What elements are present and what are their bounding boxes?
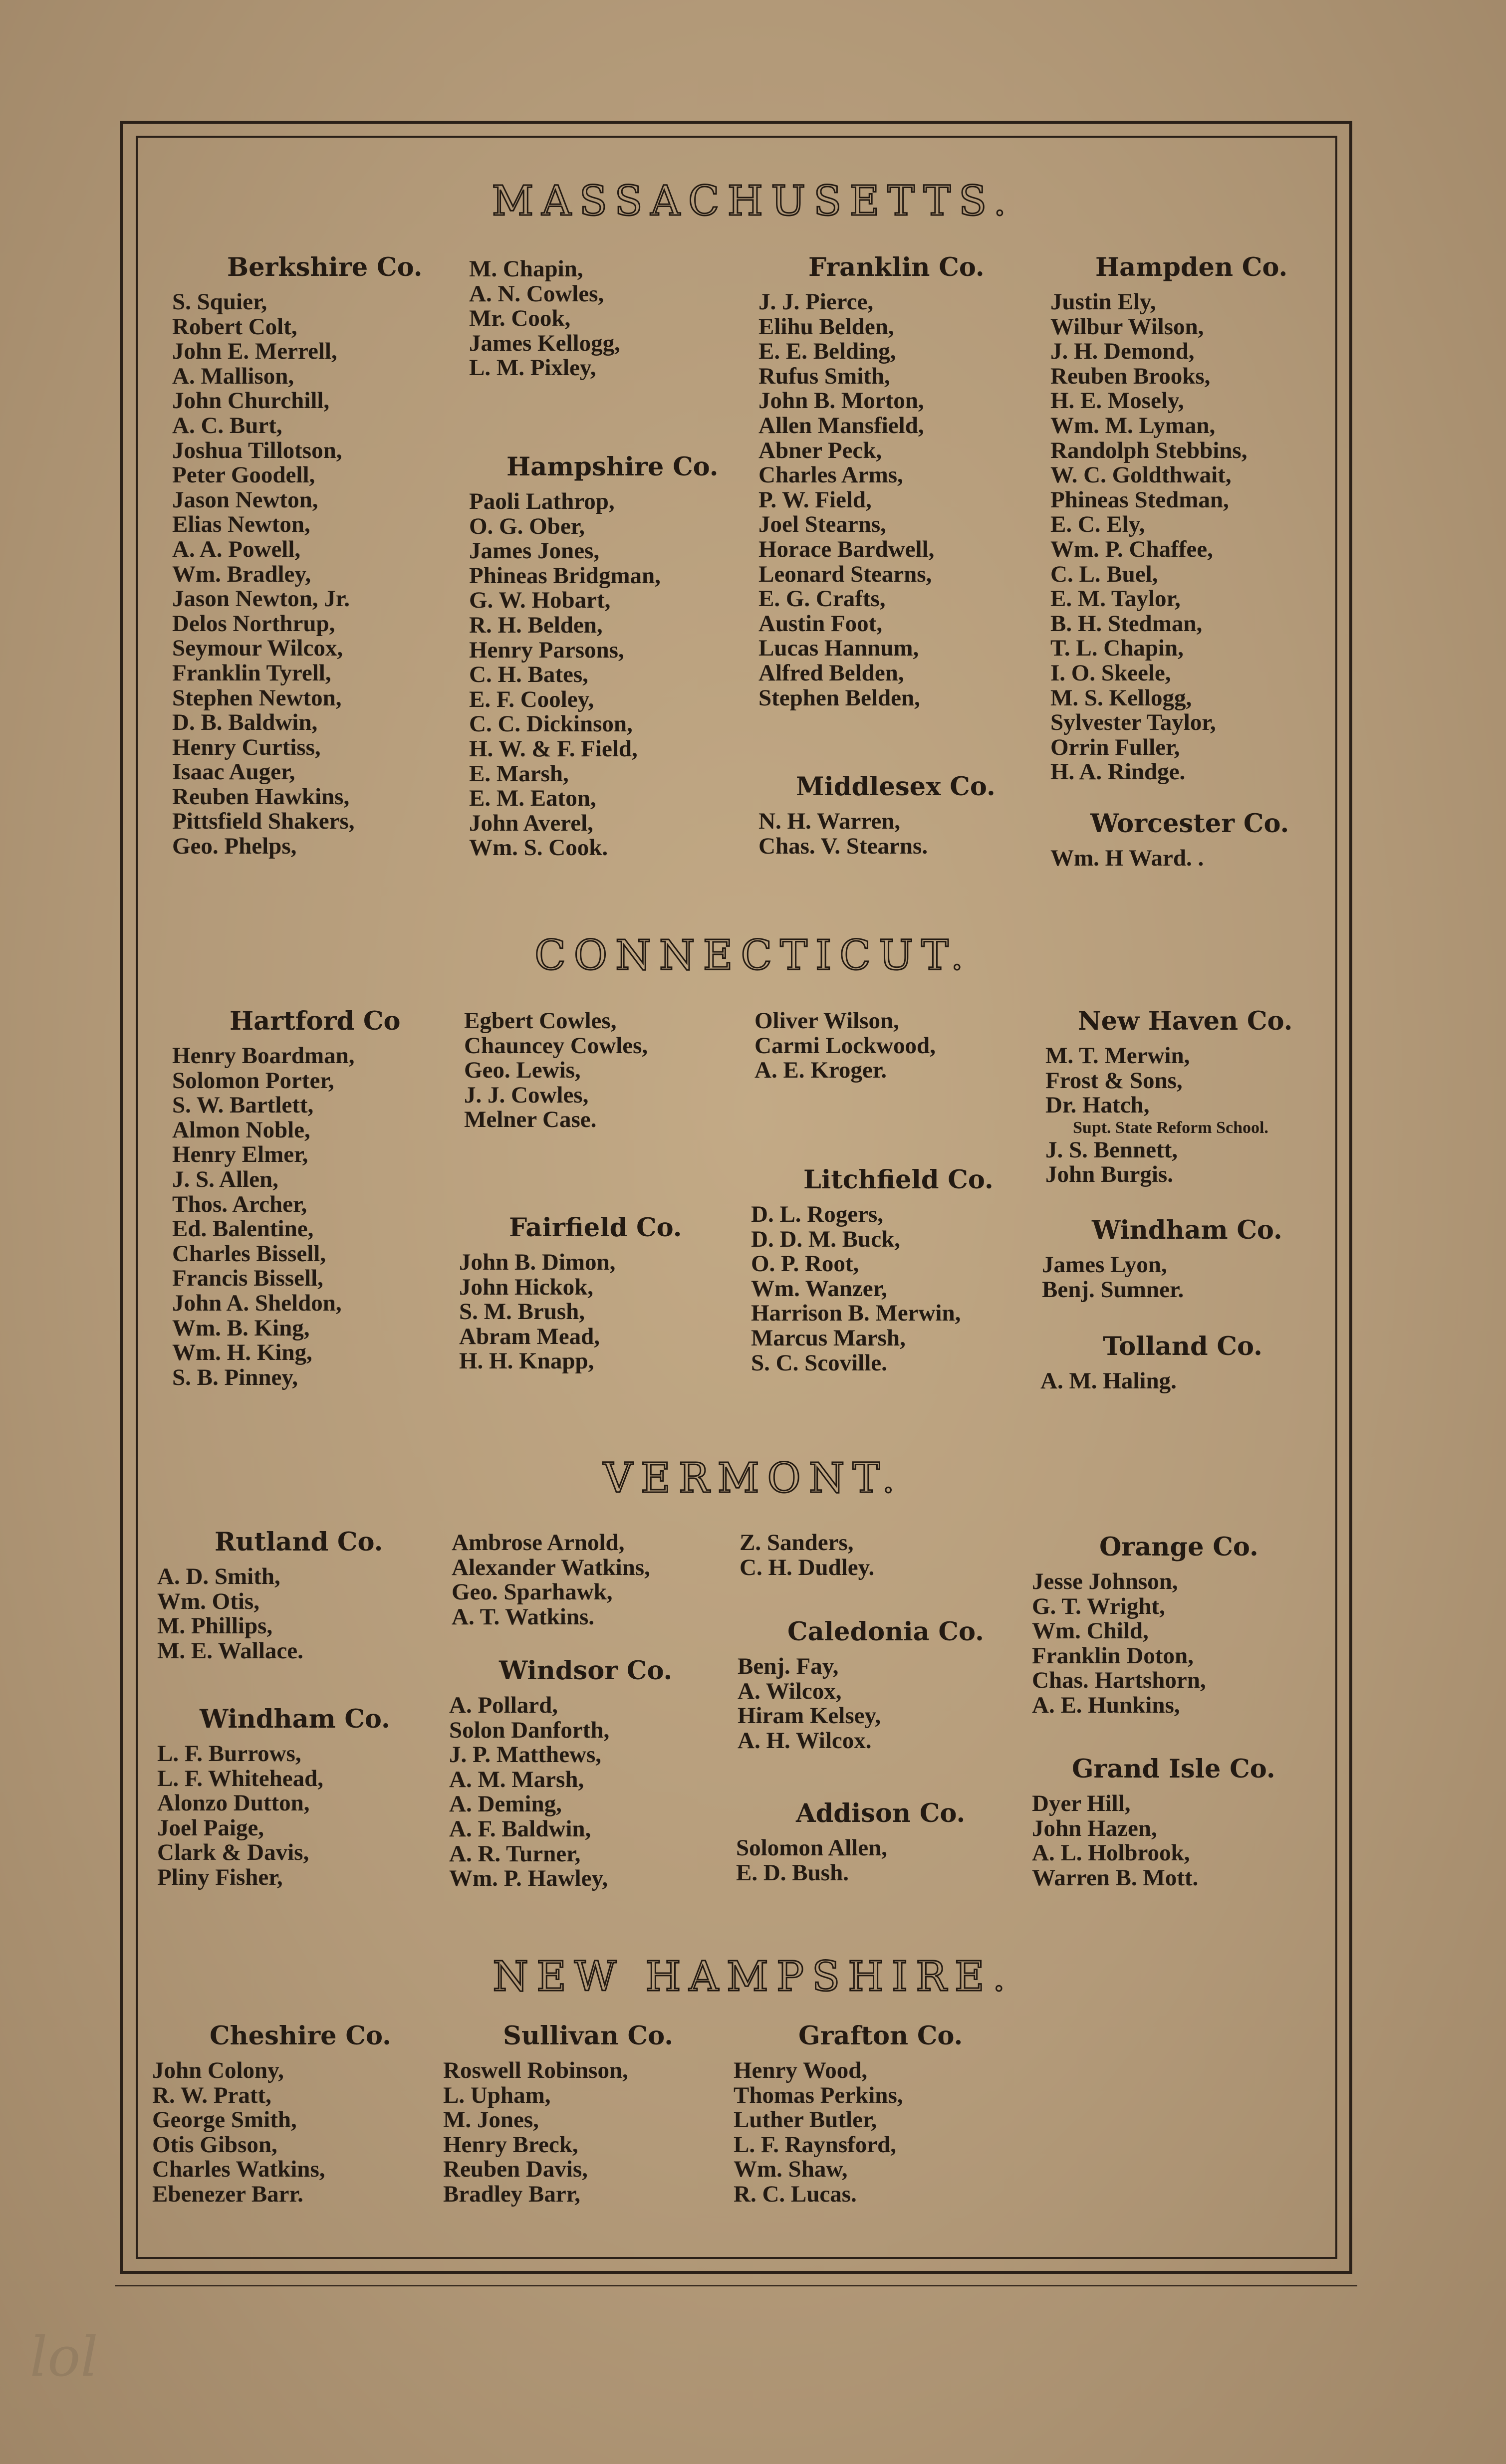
list-item: Luther Butler, xyxy=(734,2107,877,2133)
list-item: Abner Peck, xyxy=(758,437,882,463)
list-item: S. Squier, xyxy=(172,289,267,315)
name-list xyxy=(157,1742,452,1890)
column-2-lower xyxy=(469,451,763,861)
list-item: John B. Dimon, xyxy=(459,1249,616,1275)
list-item: Oliver Wilson, xyxy=(754,1008,899,1034)
list-item: S. M. Brush, xyxy=(459,1299,585,1325)
list-item: E. M. Eaton, xyxy=(469,785,596,812)
county-heading: Grafton Co. xyxy=(798,2021,963,2051)
county-heading: Worcester Co. xyxy=(1090,809,1289,839)
county-heading: Windham Co. xyxy=(200,1704,390,1734)
list-item: C. L. Buel, xyxy=(1050,561,1158,587)
county-heading: Rutland Co. xyxy=(215,1527,383,1557)
list-item: A. L. Holbrook, xyxy=(1032,1840,1190,1866)
title-note: Supt. State Reform School. xyxy=(1073,1118,1268,1137)
list-item: Delos Northrup, xyxy=(172,610,335,637)
list-item: Chas. Hartshorn, xyxy=(1032,1667,1206,1694)
name-list xyxy=(1045,1138,1340,1187)
name-list xyxy=(172,1044,467,1390)
list-item: Warren B. Mott. xyxy=(1032,1864,1199,1891)
county-heading: Orange Co. xyxy=(1099,1532,1258,1562)
name-list xyxy=(758,290,1053,710)
list-item: M. S. Kellogg, xyxy=(1050,684,1192,711)
list-item: Peter Goodell, xyxy=(172,462,315,488)
list-item: C. H. Dudley. xyxy=(740,1554,875,1580)
list-item: Wm. H Ward. . xyxy=(1050,845,1204,871)
list-item: A. M. Marsh, xyxy=(449,1766,584,1792)
list-item: Orrin Fuller, xyxy=(1050,734,1180,760)
list-item: Charles Bissell, xyxy=(172,1240,326,1267)
name-list xyxy=(443,2058,738,2207)
name-list xyxy=(1050,846,1345,871)
column-4-lower xyxy=(1040,1331,1335,1394)
column-3-lower xyxy=(751,1164,1045,1375)
list-item: D. B. Baldwin, xyxy=(172,709,318,736)
list-item: Wm. Bradley, xyxy=(172,561,311,587)
list-item: Henry Curtiss, xyxy=(172,734,321,760)
list-item: Melner Case. xyxy=(464,1107,597,1133)
column-1 xyxy=(172,1006,467,1390)
name-list xyxy=(449,1693,744,1891)
list-item: I. O. Skeele, xyxy=(1050,660,1171,686)
list-item: Jason Newton, Jr. xyxy=(172,586,350,612)
list-item: Paoli Lathrop, xyxy=(469,488,615,514)
list-item: H. H. Knapp, xyxy=(459,1348,594,1374)
list-item: S. W. Bartlett, xyxy=(172,1092,314,1119)
list-item: Stephen Belden, xyxy=(758,684,920,711)
list-item: Wm. P. Chaffee, xyxy=(1050,536,1213,562)
list-item: Clark & Davis, xyxy=(157,1839,309,1866)
list-item: Charles Arms, xyxy=(758,462,903,488)
list-item: Henry Boardman, xyxy=(172,1043,355,1069)
column-4 xyxy=(1050,252,1345,785)
list-item: A. C. Burt, xyxy=(172,412,282,439)
list-item: M. Chapin, xyxy=(469,256,583,282)
list-item: Henry Breck, xyxy=(443,2131,578,2158)
column-2 xyxy=(469,257,763,381)
list-item: Sylvester Taylor, xyxy=(1050,709,1216,736)
county-heading: Hartford Co xyxy=(230,1006,401,1036)
list-item: John Churchill, xyxy=(172,388,330,414)
name-list xyxy=(464,1009,758,1132)
list-item: Wm. H. King, xyxy=(172,1340,312,1366)
list-item: Stephen Newton, xyxy=(172,684,342,711)
list-item: Reuben Brooks, xyxy=(1050,363,1211,389)
list-item: Marcus Marsh, xyxy=(751,1325,906,1351)
list-item: B. H. Stedman, xyxy=(1050,610,1203,637)
list-item: Austin Foot, xyxy=(758,610,883,637)
list-item: Henry Elmer, xyxy=(172,1141,308,1168)
list-item: A. Deming, xyxy=(449,1791,562,1817)
list-item: M. E. Wallace. xyxy=(157,1637,303,1664)
county-heading: Hampden Co. xyxy=(1095,252,1288,282)
list-item: J. J. Cowles, xyxy=(464,1082,589,1108)
list-item: Alexander Watkins, xyxy=(452,1554,650,1580)
list-item: Geo. Sparhawk, xyxy=(452,1579,613,1605)
list-item: Wm. Otis, xyxy=(157,1588,259,1614)
list-item: Phineas Stedman, xyxy=(1050,486,1229,513)
list-item: M. Jones, xyxy=(443,2107,539,2133)
county-heading: Litchfield Co. xyxy=(803,1165,994,1195)
list-item: E. D. Bush. xyxy=(736,1859,849,1886)
column-3-lower xyxy=(758,771,1053,859)
name-list xyxy=(459,1250,753,1374)
list-item: Wm. M. Lyman, xyxy=(1050,412,1216,439)
list-item: T. L. Chapin, xyxy=(1050,635,1184,662)
list-item: Roswell Robinson, xyxy=(443,2057,628,2083)
list-item: J. S. Allen, xyxy=(172,1166,278,1192)
county-heading: Windsor Co. xyxy=(499,1656,673,1686)
column-2 xyxy=(464,1009,758,1132)
list-item: John A. Sheldon, xyxy=(172,1290,342,1316)
list-item: Thos. Archer, xyxy=(172,1191,307,1217)
list-item: Elihu Belden, xyxy=(758,313,894,340)
list-item: G. W. Hobart, xyxy=(469,587,611,614)
list-item: Dyer Hill, xyxy=(1032,1791,1131,1816)
list-item: S. C. Scoville. xyxy=(751,1349,887,1376)
list-item: M. T. Merwin, xyxy=(1045,1043,1190,1069)
list-item: James Lyon, xyxy=(1042,1252,1167,1278)
page-bottom-rule xyxy=(115,2285,1357,2286)
column-1-lower xyxy=(157,1704,452,1890)
list-item: Lucas Hannum, xyxy=(758,635,919,662)
list-item: A. Mallison, xyxy=(172,363,294,389)
list-item: Wilbur Wilson, xyxy=(1050,313,1204,340)
state-title: NEW HAMPSHIRE. xyxy=(493,1953,1013,2001)
name-list xyxy=(740,1531,1034,1580)
column-3 xyxy=(754,1009,1049,1083)
county-heading: Middlesex Co. xyxy=(796,772,996,802)
name-list xyxy=(1045,1044,1340,1118)
list-item: L. F. Whitehead, xyxy=(157,1765,323,1792)
list-item: Ambrose Arnold, xyxy=(452,1530,625,1556)
list-item: Dr. Hatch, xyxy=(1045,1092,1150,1119)
list-item: James Kellogg, xyxy=(469,330,620,356)
county-heading: Windham Co. xyxy=(1092,1215,1282,1245)
list-item: Pittsfield Shakers, xyxy=(172,808,355,835)
column-2 xyxy=(443,2020,738,2207)
county-heading: Grand Isle Co. xyxy=(1072,1754,1275,1784)
name-list xyxy=(157,1565,452,1663)
list-item: Wm. B. King, xyxy=(172,1315,310,1341)
column-2 xyxy=(452,1531,746,1629)
list-item: John B. Morton, xyxy=(758,388,924,414)
list-item: Elias Newton, xyxy=(172,511,310,538)
list-item: J. H. Demond, xyxy=(1050,338,1195,365)
list-item: E. C. Ely, xyxy=(1050,511,1145,538)
list-item: Benj. Fay, xyxy=(738,1653,839,1679)
list-item: D. D. M. Buck, xyxy=(751,1226,900,1252)
name-list xyxy=(152,2058,447,2207)
list-item: Benj. Sumner. xyxy=(1042,1276,1184,1303)
list-item: Wm. Child, xyxy=(1032,1618,1149,1644)
list-item: Jesse Johnson, xyxy=(1032,1568,1178,1594)
list-item: Frost & Sons, xyxy=(1045,1067,1183,1094)
list-item: Randolph Stebbins, xyxy=(1050,437,1248,463)
list-item: Henry Parsons, xyxy=(469,637,624,663)
list-item: Chauncey Cowles, xyxy=(464,1032,648,1059)
list-item: John Hazen, xyxy=(1032,1815,1157,1841)
name-list xyxy=(754,1009,1049,1083)
column-4-middle xyxy=(1042,1215,1336,1302)
list-item: A. M. Haling. xyxy=(1040,1368,1177,1394)
list-item: E. M. Taylor, xyxy=(1050,586,1181,612)
list-item: A. E. Hunkins, xyxy=(1032,1692,1180,1718)
name-list xyxy=(1050,290,1345,785)
list-item: A. Wilcox, xyxy=(738,1678,842,1704)
list-item: Otis Gibson, xyxy=(152,2131,277,2158)
list-item: Charles Watkins, xyxy=(152,2156,325,2183)
name-list xyxy=(734,2058,1028,2207)
list-item: John Colony, xyxy=(152,2057,284,2083)
list-item: R. C. Lucas. xyxy=(734,2181,857,2207)
column-3 xyxy=(734,2020,1028,2207)
list-item: A. Pollard, xyxy=(449,1692,558,1718)
list-item: H. A. Rindge. xyxy=(1050,759,1186,785)
list-item: A. H. Wilcox. xyxy=(738,1727,872,1754)
column-3-middle xyxy=(738,1616,1032,1753)
list-item: Solomon Porter, xyxy=(172,1067,334,1094)
list-item: J. P. Matthews, xyxy=(449,1742,602,1768)
county-heading: Fairfield Co. xyxy=(509,1213,682,1243)
county-heading: Franklin Co. xyxy=(808,252,985,282)
list-item: Almon Noble, xyxy=(172,1117,310,1143)
list-item: Jason Newton, xyxy=(172,486,318,513)
list-item: Pliny Fisher, xyxy=(157,1864,283,1890)
list-item: Phineas Bridgman, xyxy=(469,562,661,589)
list-item: Geo. Phelps, xyxy=(172,833,297,860)
list-item: W. C. Goldthwait, xyxy=(1050,462,1232,488)
list-item: Harrison B. Merwin, xyxy=(751,1300,961,1327)
list-item: A. D. Smith, xyxy=(157,1564,280,1589)
list-item: A. F. Baldwin, xyxy=(449,1815,591,1842)
list-item: J. S. Bennett, xyxy=(1045,1136,1178,1163)
list-item: Wm. Shaw, xyxy=(734,2156,848,2183)
list-item: James Jones, xyxy=(469,538,600,564)
list-item: L. F. Raynsford, xyxy=(734,2131,897,2158)
list-item: Seymour Wilcox, xyxy=(172,635,343,662)
handwritten-margin-note: lol xyxy=(30,2325,98,2389)
list-item: Wm. P. Hawley, xyxy=(449,1865,608,1892)
list-item: O. P. Root, xyxy=(751,1251,859,1277)
list-item: E. Marsh, xyxy=(469,760,569,787)
list-item: H. E. Mosely, xyxy=(1050,388,1184,414)
list-item: Thomas Perkins, xyxy=(734,2082,903,2108)
list-item: O. G. Ober, xyxy=(469,513,585,539)
county-heading: Hampshire Co. xyxy=(506,452,719,482)
county-heading: Sullivan Co. xyxy=(503,2021,674,2051)
list-item: E. F. Cooley, xyxy=(469,686,594,712)
list-item: Wm. Wanzer, xyxy=(751,1275,887,1302)
name-list xyxy=(1042,1253,1336,1302)
list-item: Allen Mansfield, xyxy=(758,412,924,439)
column-3 xyxy=(758,252,1053,710)
list-item: Chas. V. Stearns. xyxy=(758,833,928,859)
list-item: D. L. Rogers, xyxy=(751,1201,883,1227)
list-item: John Averel, xyxy=(469,810,593,836)
name-list xyxy=(738,1654,1032,1753)
state-title: MASSACHUSETTS. xyxy=(492,178,1014,225)
list-item: Reuben Davis, xyxy=(443,2156,588,2183)
list-item: Solomon Allen, xyxy=(736,1835,887,1861)
column-3-lower xyxy=(736,1798,1030,1885)
list-item: Alfred Belden, xyxy=(758,660,904,686)
list-item: G. T. Wright, xyxy=(1032,1593,1165,1619)
list-item: L. F. Burrows, xyxy=(157,1741,301,1767)
list-item: John Burgis. xyxy=(1045,1161,1173,1188)
column-2-lower xyxy=(449,1655,744,1891)
list-item: S. B. Pinney, xyxy=(172,1364,298,1390)
column-4 xyxy=(1045,1006,1340,1187)
list-item: Franklin Doton, xyxy=(1032,1642,1194,1669)
list-item: A. N. Cowles, xyxy=(469,280,604,307)
list-item: C. H. Bates, xyxy=(469,662,588,688)
column-1 xyxy=(157,1527,452,1663)
list-item: Geo. Lewis, xyxy=(464,1057,581,1084)
list-item: Franklin Tyrell, xyxy=(172,660,331,686)
list-item: R. H. Belden, xyxy=(469,612,603,638)
list-item: George Smith, xyxy=(152,2107,297,2133)
name-list xyxy=(469,489,763,861)
column-2-lower xyxy=(459,1212,753,1374)
name-list xyxy=(469,257,763,381)
column-3 xyxy=(740,1531,1034,1580)
name-list xyxy=(758,809,1053,859)
state-title: CONNECTICUT. xyxy=(534,932,972,979)
list-item: Solon Danforth, xyxy=(449,1717,610,1743)
list-item: L. Upham, xyxy=(443,2082,551,2108)
list-item: R. W. Pratt, xyxy=(152,2082,271,2108)
county-group xyxy=(172,252,467,283)
list-item: Joshua Tillotson, xyxy=(172,437,342,463)
list-item: C. C. Dickinson, xyxy=(469,711,633,737)
list-item: Mr. Cook, xyxy=(469,305,571,332)
list-item: E. G. Crafts, xyxy=(758,586,886,612)
list-item: Reuben Hawkins, xyxy=(172,783,350,810)
list-item: Isaac Auger, xyxy=(172,759,295,785)
list-item: Carmi Lockwood, xyxy=(754,1032,936,1059)
list-item: P. W. Field, xyxy=(758,486,872,513)
list-item: A. R. Turner, xyxy=(449,1840,581,1867)
list-item: Ebenezer Barr. xyxy=(152,2181,303,2207)
column-4 xyxy=(1032,1532,1326,1718)
list-item: Bradley Barr, xyxy=(443,2181,581,2207)
list-item: A. T. Watkins. xyxy=(452,1603,595,1630)
list-item: L. M. Pixley, xyxy=(469,355,596,381)
list-item: John Hickok, xyxy=(459,1274,594,1300)
list-item: Horace Bardwell, xyxy=(758,536,935,562)
list-item: Abram Mead, xyxy=(459,1323,600,1349)
column-4-lower xyxy=(1032,1754,1326,1890)
list-item: Hiram Kelsey, xyxy=(738,1703,881,1729)
list-item: Wm. S. Cook. xyxy=(469,835,608,861)
list-item: Justin Ely, xyxy=(1050,289,1156,315)
county-heading: Tolland Co. xyxy=(1103,1332,1262,1361)
name-list xyxy=(452,1531,746,1629)
list-item: Ed. Balentine, xyxy=(172,1216,314,1242)
county-heading: New Haven Co. xyxy=(1078,1006,1293,1036)
county-heading: Caledonia Co. xyxy=(787,1617,984,1647)
list-item: Francis Bissell, xyxy=(172,1265,323,1292)
name-list xyxy=(736,1836,1030,1885)
name-list xyxy=(172,290,467,859)
list-item: A. E. Kroger. xyxy=(754,1057,887,1084)
county-heading: Berkshire Co. xyxy=(227,252,423,282)
list-item: A. A. Powell, xyxy=(172,536,301,562)
list-item: Robert Colt, xyxy=(172,313,297,340)
name-list xyxy=(751,1202,1045,1375)
county-heading: Addison Co. xyxy=(796,1798,966,1828)
name-list xyxy=(1032,1569,1326,1718)
list-item: Alonzo Dutton, xyxy=(157,1790,310,1816)
state-title: VERMONT. xyxy=(603,1455,903,1502)
list-item: E. E. Belding, xyxy=(758,338,896,365)
list-item: Joel Stearns, xyxy=(758,511,886,538)
list-item: H. W. & F. Field, xyxy=(469,735,638,762)
list-item: Z. Sanders, xyxy=(740,1530,854,1556)
list-item: Leonard Stearns, xyxy=(758,561,932,587)
list-item: Joel Paige, xyxy=(157,1814,264,1841)
name-list xyxy=(1040,1369,1335,1394)
list-item: Henry Wood, xyxy=(734,2057,868,2083)
column-1 xyxy=(172,252,467,859)
county-heading: Cheshire Co. xyxy=(210,2021,391,2051)
column-1 xyxy=(152,2020,447,2207)
list-item: Egbert Cowles, xyxy=(464,1008,617,1034)
list-item: J. J. Pierce, xyxy=(758,289,874,315)
name-list xyxy=(1032,1792,1326,1890)
list-item: John E. Merrell, xyxy=(172,338,337,365)
list-item: Rufus Smith, xyxy=(758,363,890,389)
list-item: M. Phillips, xyxy=(157,1613,273,1639)
list-item: N. H. Warren, xyxy=(758,808,901,834)
column-4-lower xyxy=(1050,808,1345,871)
